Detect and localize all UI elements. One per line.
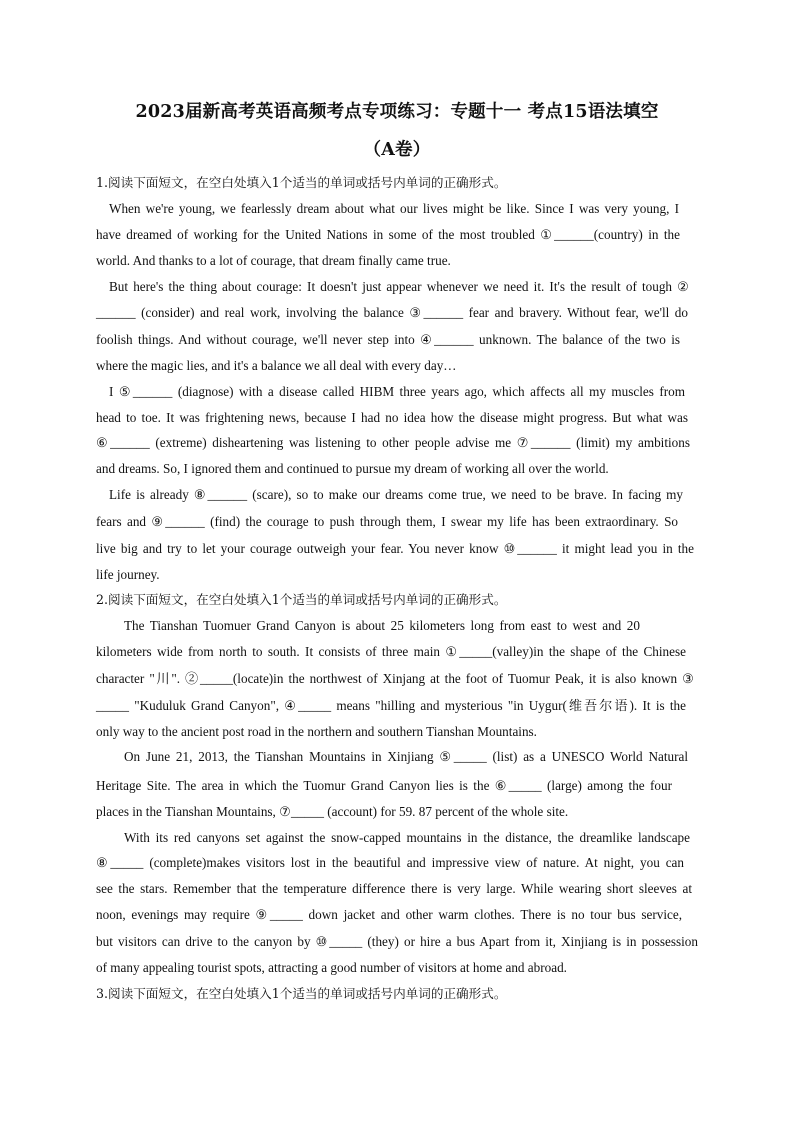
q1-line: ______ (consider) and real work, involving the balance ③______ fear and bravery. Without fear, we'll do <box>96 305 688 320</box>
q1-line: But here's the thing about courage: It doesn't just appear whenever we need it. It's the result of tough ② <box>109 279 689 294</box>
q2-line: character "川". ②_____(locate)in the northwest of Xinjang at the foot of Tuomur Peak, it is also known ③ <box>96 671 694 686</box>
q2-line: only way to the ancient post road in the northern and southern Tianshan Mountains. <box>96 724 537 739</box>
q2-line: places in the Tianshan Mountains, ⑦_____ (account) for 59. 87 percent of the whole site. <box>96 804 569 819</box>
q1-line: world. And thanks to a lot of courage, that dream finally came true. <box>96 253 451 268</box>
q2-line: Heritage Site. The area in which the Tuomur Grand Canyon lies is the ⑥_____ (large) among the four <box>96 778 672 793</box>
q1-line: life journey. <box>96 567 160 582</box>
q1-line: have dreamed of working for the United Nations in some of the most troubled ①______(country) in the <box>96 227 680 242</box>
q2-line: On June 21, 2013, the Tianshan Mountains in Xinjiang ⑤_____ (list) as a UNESCO World Natural <box>124 749 688 764</box>
q1-line: head to toe. It was frightening news, because I had no idea how the disease might progress. But what was <box>96 410 688 425</box>
q2-line: see the stars. Remember that the temperature difference there is very large. While wearing short sleeves at <box>96 881 692 896</box>
q1-line: ⑥______ (extreme) disheartening was listening to other people advise me ⑦______ (limit) my ambitions <box>96 435 690 450</box>
q2-line: With its red canyons set against the snow-capped mountains in the distance, the dreamlike landscape <box>124 830 690 845</box>
q2-line: ⑧_____ (complete)makes visitors lost in the beautiful and impressive view of nature. At night, you can <box>96 855 684 870</box>
q2-line: noon, evenings may require ⑨_____ down jacket and other warm clothes. There is no tour bus service, <box>96 907 682 922</box>
document-subtitle: （A卷） <box>363 140 431 160</box>
q1-line: I ⑤______ (diagnose) with a disease called HIBM three years ago, which affects all my muscles from <box>109 384 685 399</box>
q2-line: The Tianshan Tuomuer Grand Canyon is about 25 kilometers long from east to west and 20 <box>124 618 640 633</box>
q1-line: Life is already ⑧______ (scare), so to make our dreams come true, we need to be brave. In facing my <box>109 487 683 502</box>
q2-line: but visitors can drive to the canyon by ⑩_____ (they) or hire a bus Apart from it, Xinjiang is in possession <box>96 934 698 949</box>
document-title: 2023届新高考英语高频考点专项练习：专题十一 考点15语法填空 <box>135 102 659 122</box>
q1-line: foolish things. And without courage, we'll never step into ④______ unknown. The balance of the two is <box>96 332 680 347</box>
q1-line: When we're young, we fearlessly dream about what our lives might be like. Since I was very young, I <box>109 201 679 216</box>
q1-line: and dreams. So, I ignored them and continued to pursue my dream of working all over the world. <box>96 461 609 476</box>
q2-instruction: 2.阅读下面短文，在空白处填入1个适当的单词或括号内单词的正确形式。 <box>96 592 507 607</box>
q2-line: kilometers wide from north to south. It consists of three main ①_____(valley)in the shape of the Chinese <box>96 644 686 659</box>
q2-line: _____ "Kuduluk Grand Canyon", ④_____ means "hilling and mysterious "in Uygur(维吾尔语). It is the <box>96 698 686 713</box>
q1-line: fears and ⑨______ (find) the courage to push through them, I swear my life has been extraordinary. So <box>96 514 678 529</box>
q1-line: live big and try to let your courage outweigh your fear. You never know ⑩______ it might lead you in the <box>96 541 694 556</box>
q3-instruction: 3.阅读下面短文，在空白处填入1个适当的单词或括号内单词的正确形式。 <box>96 986 507 1001</box>
q1-line: where the magic lies, and it's a balance we all deal with every day… <box>96 358 457 373</box>
q1-instruction: 1.阅读下面短文，在空白处填入1个适当的单词或括号内单词的正确形式。 <box>96 175 507 190</box>
q2-line: of many appealing tourist spots, attracting a good number of visitors at home and abroad. <box>96 960 567 975</box>
